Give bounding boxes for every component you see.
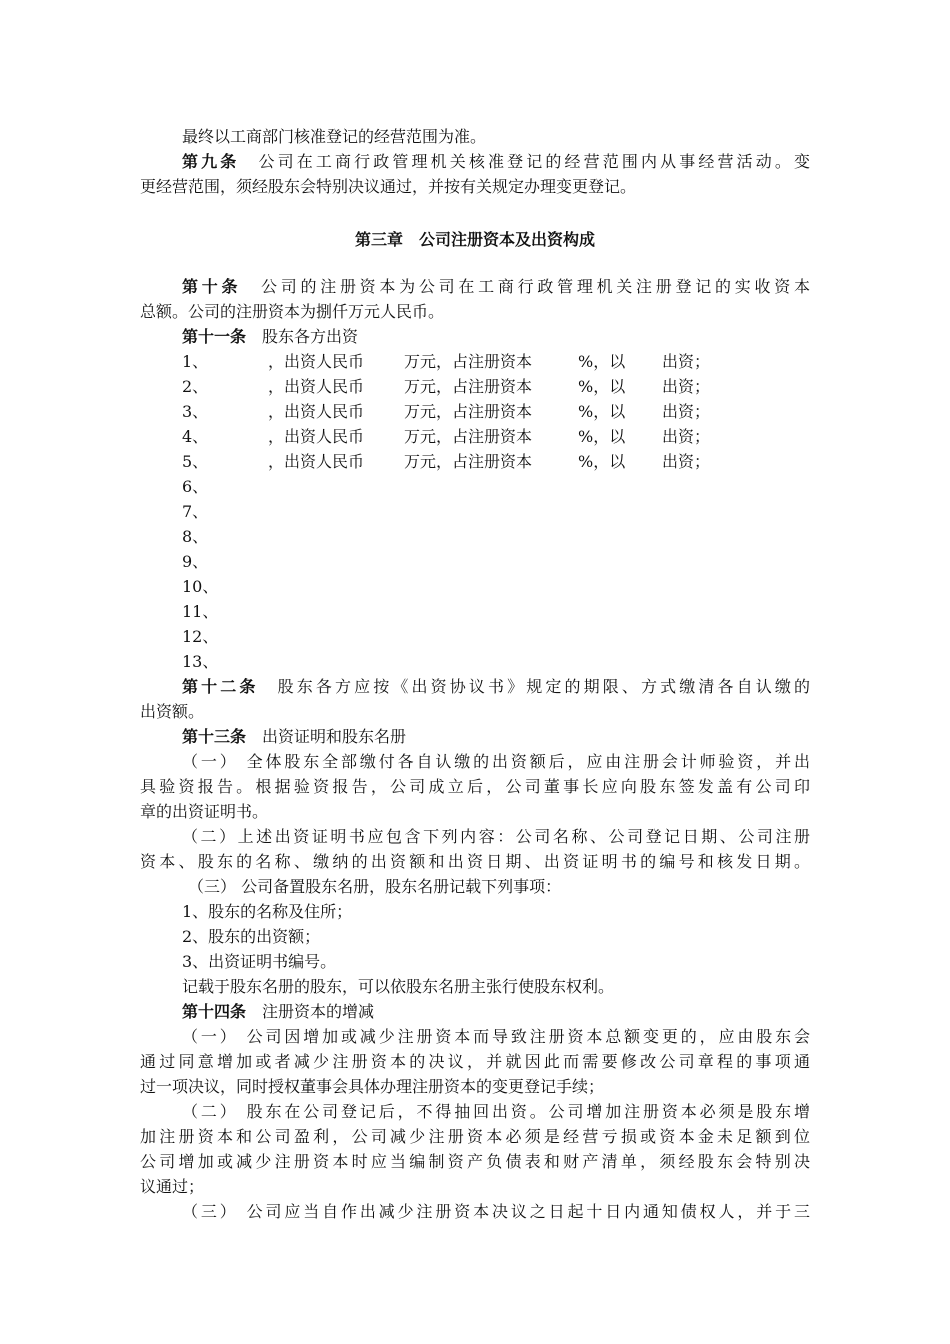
- paragraph-line: （三） 公司备置股东名册，股东名册记载下列事项：: [188, 877, 562, 896]
- contribution-share-label: 万元，占注册资本: [404, 452, 533, 471]
- paragraph-line: 记载于股东名册的股东，可以依股东名册主张行使股东权利。: [182, 977, 615, 996]
- contribution-share-label: 万元，占注册资本: [404, 402, 533, 421]
- paragraph-line: 议通过；: [140, 1177, 205, 1196]
- article-text: 公司在工商行政管理机关核准登记的经营范围内从事经营活动。变: [258, 152, 810, 171]
- paragraph-line: 公司增加或减少注册资本时应当编制资产负债表和财产清单，须经股东会特别决: [140, 1152, 810, 1171]
- contribution-amount-label: ，出资人民币: [268, 377, 365, 396]
- article-heading: 第十条: [182, 277, 242, 296]
- contribution-form-label: 出资；: [662, 352, 711, 371]
- contribution-row: [182, 374, 810, 399]
- paragraph-line: （一） 全体股东全部缴付各自认缴的出资额后，应由注册会计师验资，并出: [182, 752, 810, 771]
- article-10: [182, 274, 810, 299]
- paragraph-line: （二）上述出资证明书应包含下列内容：公司名称、公司登记日期、公司注册: [182, 827, 810, 846]
- paragraph-line: 资本、股东的名称、缴纳的出资额和出资日期、出资证明书的编号和核发日期。: [140, 852, 810, 871]
- empty-item: 8、: [182, 527, 209, 546]
- paragraph-line: （三） 公司应当自作出减少注册资本决议之日起十日内通知债权人，并于三: [182, 1202, 810, 1221]
- contribution-form-label: 出资；: [662, 402, 711, 421]
- contribution-percent-label: %，以: [578, 377, 626, 396]
- empty-item: 12、: [182, 627, 219, 646]
- item-number: 4、: [182, 427, 209, 446]
- paragraph-line: 总额。公司的注册资本为捌仟万元人民币。: [140, 302, 445, 321]
- article-text: 出资证明和股东名册: [262, 727, 407, 746]
- contribution-form-label: 出资；: [662, 377, 711, 396]
- contribution-share-label: 万元，占注册资本: [404, 377, 533, 396]
- contribution-amount-label: ，出资人民币: [268, 352, 365, 371]
- item-number: 3、: [182, 402, 209, 421]
- article-heading: 第十四条: [182, 1002, 247, 1021]
- article-12: [182, 674, 810, 699]
- paragraph-line: 通过同意增加或者减少注册资本的决议，并就因此而需要修改公司章程的事项通: [140, 1052, 810, 1071]
- paragraph-line: 具验资报告。根据验资报告，公司成立后，公司董事长应向股东签发盖有公司印: [140, 777, 810, 796]
- article-11: [182, 324, 810, 349]
- article-heading: 第十二条: [182, 677, 259, 696]
- list-item: 3、出资证明书编号。: [182, 952, 337, 971]
- contribution-row: [182, 349, 810, 374]
- contribution-amount-label: ，出资人民币: [268, 427, 365, 446]
- article-9: [182, 149, 810, 174]
- paragraph-line: （一） 公司因增加或减少注册资本而导致注册资本总额变更的，应由股东会: [182, 1027, 810, 1046]
- contribution-amount-label: ，出资人民币: [268, 402, 365, 421]
- item-number: 1、: [182, 352, 209, 371]
- chapter-title: 第三章 公司注册资本及出资构成: [354, 230, 595, 249]
- article-text: 公司的注册资本为公司在工商行政管理机关注册登记的实收资本: [260, 277, 810, 296]
- item-number: 5、: [182, 452, 209, 471]
- contribution-percent-label: %，以: [578, 352, 626, 371]
- empty-item: 9、: [182, 552, 209, 571]
- paragraph-line: （二） 股东在公司登记后，不得抽回出资。公司增加注册资本必须是股东增: [182, 1102, 810, 1121]
- empty-item: 6、: [182, 477, 209, 496]
- contribution-form-label: 出资；: [662, 427, 711, 446]
- contribution-row: [182, 424, 810, 449]
- contribution-percent-label: %，以: [578, 427, 626, 446]
- article-text: 股东各方出资: [262, 327, 359, 346]
- empty-item: 10、: [182, 577, 219, 596]
- paragraph-line: 加注册资本和公司盈利，公司减少注册资本必须是经营亏损或资本金未足额到位: [140, 1127, 810, 1146]
- contribution-row: [182, 399, 810, 424]
- list-item: 1、股东的名称及住所；: [182, 902, 353, 921]
- paragraph-line: 过一项决议，同时授权董事会具体办理注册资本的变更登记手续；: [140, 1077, 605, 1096]
- article-text: 注册资本的增减: [262, 1002, 375, 1021]
- article-14: [182, 999, 810, 1024]
- paragraph-line: 出资额。: [140, 702, 205, 721]
- item-number: 2、: [182, 377, 209, 396]
- list-item: 2、股东的出资额；: [182, 927, 321, 946]
- paragraph-line: 最终以工商部门核准登记的经营范围为准。: [182, 127, 487, 146]
- contribution-form-label: 出资；: [662, 452, 711, 471]
- contribution-percent-label: %，以: [578, 452, 626, 471]
- empty-item: 7、: [182, 502, 209, 521]
- empty-item: 13、: [182, 652, 219, 671]
- paragraph-line: 更经营范围，须经股东会特别决议通过，并按有关规定办理变更登记。: [140, 177, 637, 196]
- article-heading: 第十三条: [182, 727, 247, 746]
- contribution-row: [182, 449, 810, 474]
- contribution-amount-label: ，出资人民币: [268, 452, 365, 471]
- contribution-percent-label: %，以: [578, 402, 626, 421]
- empty-item: 11、: [182, 602, 219, 621]
- article-heading: 第九条: [182, 152, 240, 171]
- article-heading: 第十一条: [182, 327, 247, 346]
- article-13: [182, 724, 810, 749]
- paragraph-line: 章的出资证明书。: [140, 802, 269, 821]
- contribution-share-label: 万元，占注册资本: [404, 352, 533, 371]
- contribution-share-label: 万元，占注册资本: [404, 427, 533, 446]
- article-text: 股东各方应按《出资协议书》规定的期限、方式缴清各自认缴的: [277, 677, 810, 696]
